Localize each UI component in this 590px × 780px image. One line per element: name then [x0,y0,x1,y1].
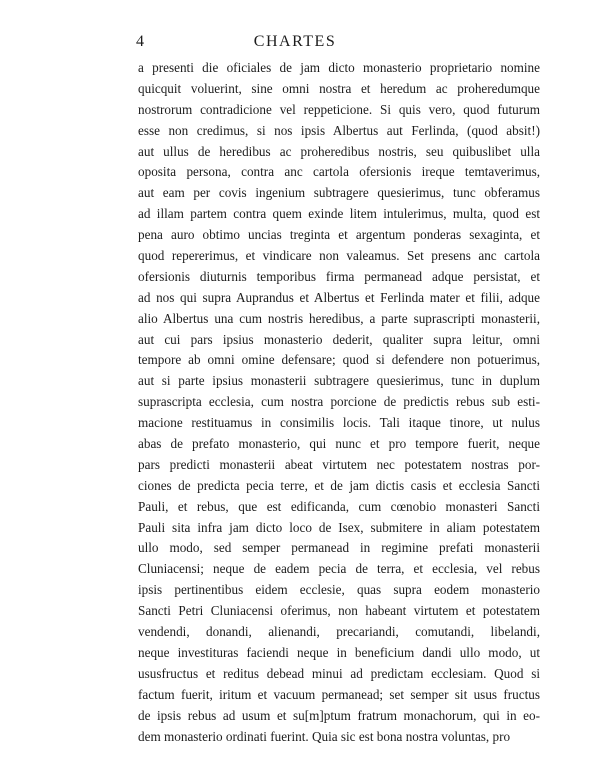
text-line: aut ullus de heredibus ac proheredibus nostris, seu quibuslibet ulla [138,143,540,159]
text-line: Cluniacensi; neque de eadem pecia de terra, et ecclesia, vel rebus [138,561,540,577]
text-line: ad nos qui supra Auprandus et Albertus et Ferlinda mater et filii, adque [138,289,540,305]
text-line: dem monasterio ordinati fuerint. Quia sic est bona nostra voluntas, pro [138,728,511,744]
text-line: ad illam partem contra quem exinde litem intulerimus, multa, quod est [138,206,540,222]
text-line: pars predicti monasterii abeat virtutem nec potestatem nostras por- [138,456,540,472]
text-line: Sancti Petri Cluniacensi oferimus, non habeant virtutem et potestatem [138,603,540,619]
text-line: esse non credimus, si nos ipsis Albertus aut Ferlinda, (quod absit!) [138,122,540,138]
text-line: factum fuerit, iritum et vacuum permanead; set semper sit usus fructus [138,686,540,702]
text-line: de ipsis rebus ad usum et su[m]ptum fratrum monachorum, qui in eo- [138,707,540,723]
text-line: oposita persona, contra anc cartola ofersionis ireque temtaverimus, [138,164,540,180]
text-line: vendendi, donandi, alienandi, precariandi, comutandi, libelandi, [138,624,540,640]
text-line: quicquit voluerint, sine omni nostra et heredum ac proheredumque [138,80,540,96]
text-line: tempore ab omni omine defensare; quod si defendere non potuerimus, [138,352,540,368]
text-line: abas de prefato monasterio, qui nunc et pro tempore fuerit, neque [138,436,540,452]
text-line: ciones de predicta pecia terre, et de jam dictis casis et ecclesia Sancti [138,477,540,493]
text-line: nostrorum contradicione vel reppeticione. Si quis vero, quod futurum [138,101,540,117]
text-line: ususfructus et reditus debead minui ad predictam ecclesiam. Quod si [138,665,540,681]
body-text [138,58,540,747]
text-line: aut eam per covis ingenium subtragere quesierimus, tunc obferamus [138,185,540,201]
text-line: macione restituamus in consimilis locis. Tali itaque tinore, ut nulus [138,415,540,431]
text-line: Pauli, et rebus, que est edificanda, cum cœnobio monasteri Sancti [138,498,540,514]
text-line: aut cui pars ipsius monasterio dederit, qualiter supra leitur, omni [138,331,540,347]
text-line: a presenti die oficiales de jam dicto monasterio proprietario nomine [138,60,540,75]
text-line: alio Albertus una cum nostris heredibus, a parte suprascripti monasterii, [138,310,540,326]
text-line: Pauli sita infra jam dicto loco de Isex, submitere in aliam potestatem [138,519,540,535]
text-line: neque investituras faciendi neque in beneficium dandi ullo modo, ut [138,644,540,660]
text-line: quod repererimus, et vindicare non valeamus. Set presens anc cartola [138,248,540,264]
running-head: CHARTES [253,33,337,50]
text-line: aut si parte ipsius monasterii subtragere quesierimus, tunc in duplum [138,373,540,389]
page-number: 4 [136,33,144,50]
text-line: suprascripta ecclesia, cum nostra porcione de predictis rebus sub esti- [138,394,540,410]
text-line: pena auro obtimo uncias treginta et argentum ponderas sexaginta, et [138,227,540,243]
text-line: ofersionis diuturnis temporibus firma permanead adque persistat, et [138,268,540,284]
text-line: ipsis pertinentibus eidem ecclesie, quas supra eodem monasterio [138,582,540,598]
text-line: ullo modo, sed semper permanead in regimine prefati monasterii [138,540,540,556]
